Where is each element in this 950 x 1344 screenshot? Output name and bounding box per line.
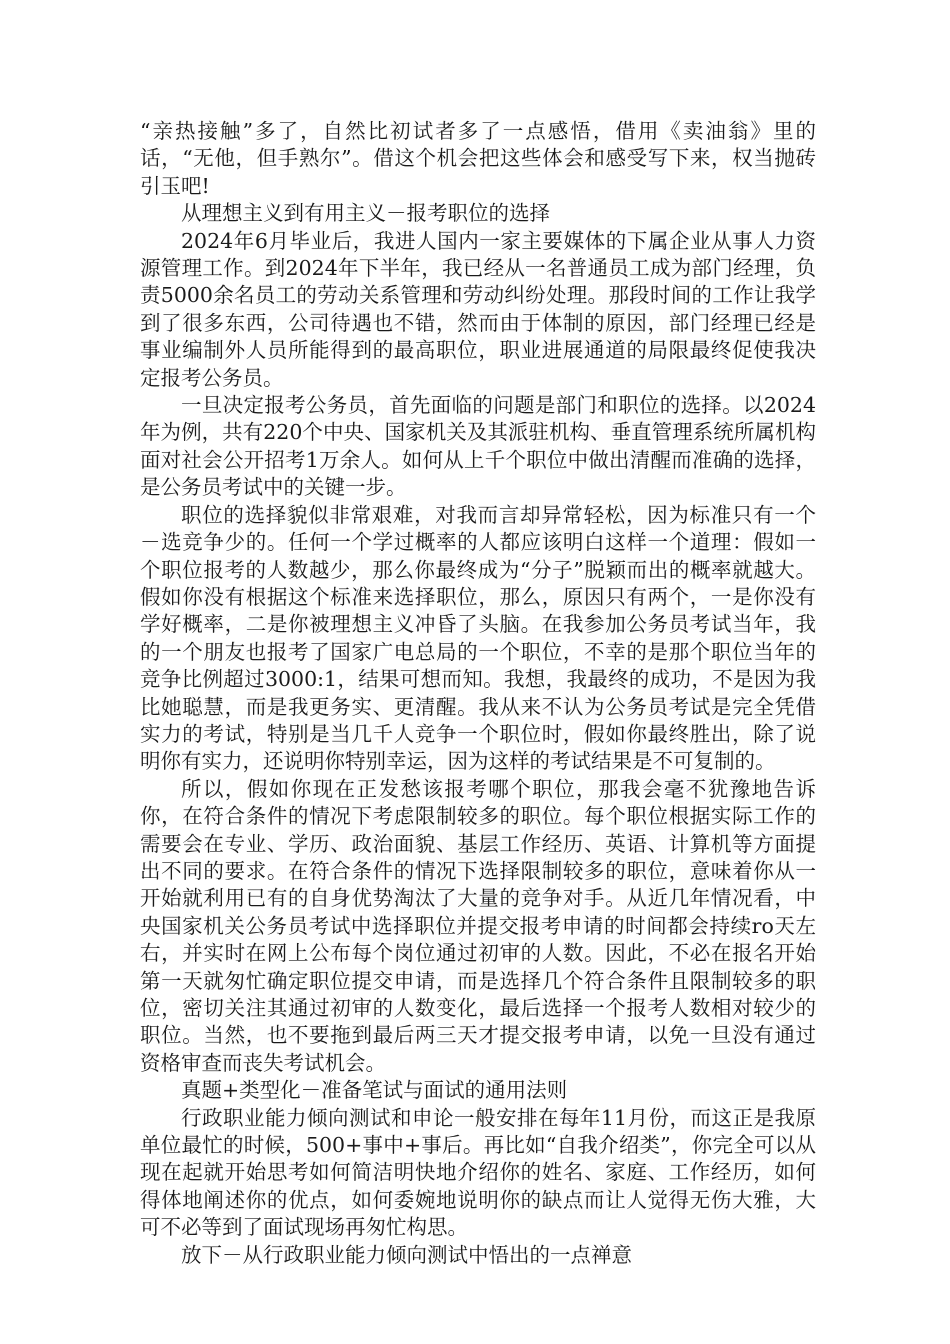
paragraph-selection-standard: 职位的选择貌似非常艰难，对我而言却异常轻松，因为标准只有一个－选竞争少的。任何一个学过概率的人都应该明白这样一个道理：假如一个职位报考的人数越少，那么你最终成为“分子”脱颖而出的概率就越大。假如你没有根据这个标准来选择职位，那么，原因只有两个，一是你没有学好概率，二是你被理想主义冲昏了头脑。在我参加公务员考试当年，我的一个朋友也报考了国家广电总局的一个职位，不幸的是那个职位当年的竞争比例超过3000:1，结果可想而知。我想，我最终的成功，不是因为我比她聪慧，而是我更务实、更清醒。我从来不认为公务员考试是完全凭借实力的考试，特别是当几千人竞争一个职位时，假如你最终胜出，除了说明你有实力，还说明你特别幸运，因为这样的考试结果是不可复制的。 xyxy=(140,502,816,774)
paragraph-exam-prep: 行政职业能力倾向测试和申论一般安排在每年11月份，而这正是我原单位最忙的时候，500+事中+事后。再比如“自我介绍类”，你完全可以从现在起就开始思考如何简洁明快地介绍你的姓名、家庭、工作经历，如何得体地阐述你的优点，如何委婉地说明你的缺点而让人觉得无伤大雅，大可不必等到了面试现场再匆忙构思。 xyxy=(140,1105,816,1240)
paragraph-decision: 一旦决定报考公务员，首先面临的问题是部门和职位的选择。以2024年为例，共有220个中央、国家机关及其派驻机构、垂直管理系统所属机构面对社会公开招考1万余人。如何从上千个职位中做出清醒而准确的选择，是公务员考试中的关键一步。 xyxy=(140,393,816,500)
paragraph-intro: “亲热接触”多了，自然比初试者多了一点感悟，借用《卖油翁》里的话，“无他，但手熟尔”。借这个机会把这些体会和感受写下来，权当抛砖引玉吧! xyxy=(140,119,816,198)
document-body xyxy=(140,118,816,1269)
section-heading-exam-method: 真题+类型化－准备笔试与面试的通用法则 xyxy=(181,1078,568,1103)
paragraph-background: 2024年6月毕业后，我进人国内一家主要媒体的下属企业从事人力资源管理工作。到2024年下半年，我已经从一名普通员工成为部门经理，负责5000余名员工的劳动关系管理和劳动纠纷处理。那段时间的工作让我学到了很多东西，公司待遇也不错，然而由于体制的原因，部门经理已经是事业编制外人员所能得到的最高职位，职业进展通道的局限最终促使我决定报考公务员。 xyxy=(140,228,816,390)
section-heading-zen: 放下－从行政职业能力倾向测试中悟出的一点禅意 xyxy=(181,1242,632,1267)
paragraph-advice: 所以，假如你现在正发愁该报考哪个职位，那我会毫不犹豫地告诉你，在符合条件的情况下考虑限制较多的职位。每个职位根据实际工作的需要会在专业、学历、政治面貌、基层工作经历、英语、计算机等方面提出不同的要求。在符合条件的情况下选择限制较多的职位，意味着你从一开始就利用已有的自身优势淘汰了大量的竞争对手。从近几年情况看，中央国家机关公务员考试中选择职位并提交报考申请的时间都会持续ro天左右，并实时在网上公布每个岗位通过初审的人数。因此，不必在报名开始第一天就匆忙确定职位提交申请，而是选择几个符合条件且限制较多的职位，密切关注其通过初审的人数变化，最后选择一个报考人数相对较少的职位。当然，也不要拖到最后两三天才提交报考申请，以免一旦没有通过资格审查而丧失考试机会。 xyxy=(140,776,816,1075)
section-heading-position-choice: 从理想主义到有用主义－报考职位的选择 xyxy=(181,201,550,226)
